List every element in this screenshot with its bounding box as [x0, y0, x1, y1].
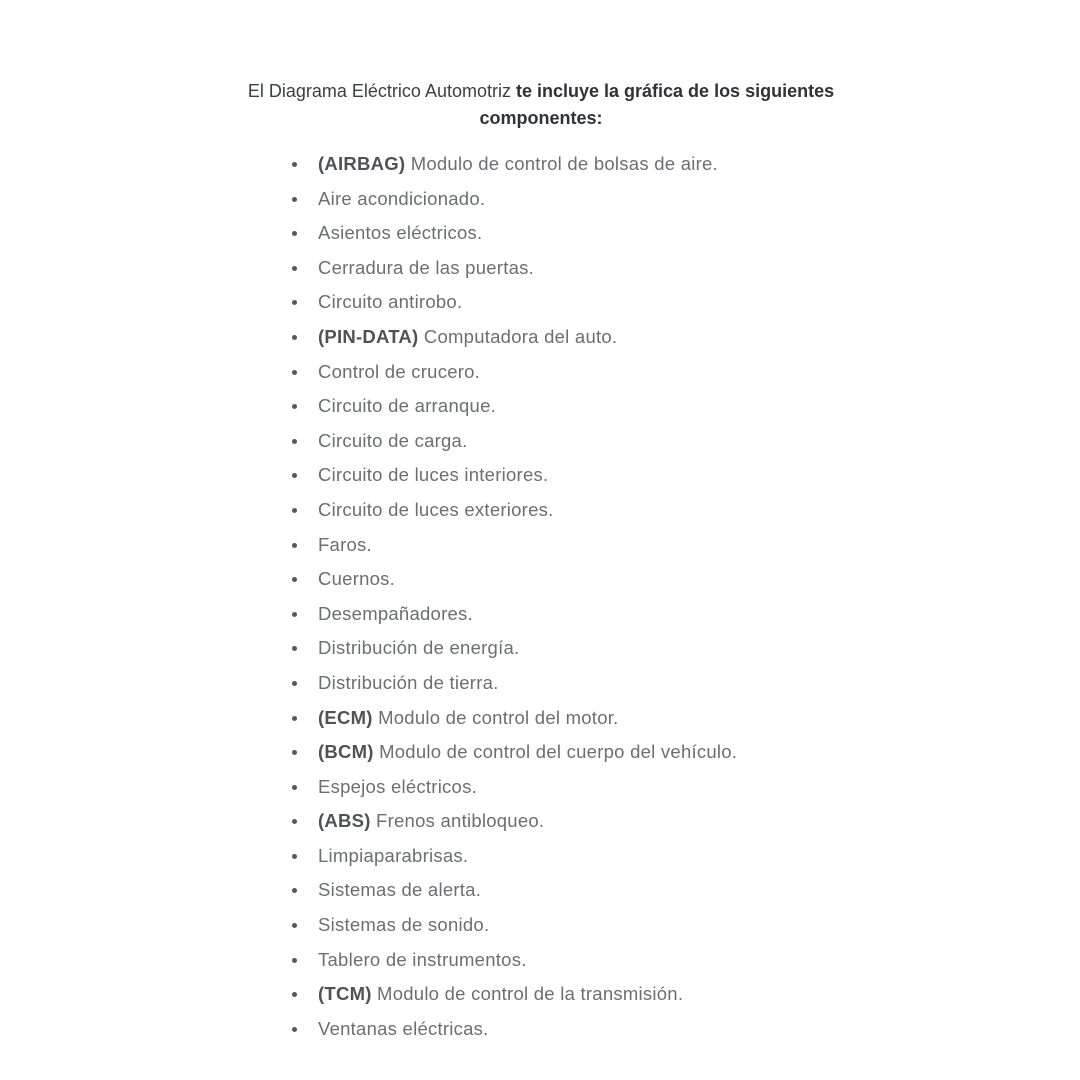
list-item — [0, 528, 1080, 563]
list-item — [0, 285, 1080, 320]
component-text: Faros. — [318, 533, 372, 555]
bullet-icon — [292, 612, 297, 617]
bullet-icon — [292, 370, 297, 375]
bullet-icon — [292, 681, 297, 686]
bullet-icon — [292, 1027, 297, 1032]
component-text: Sistemas de sonido. — [318, 914, 490, 936]
component-text: Modulo de control del cuerpo del vehículo. — [379, 741, 738, 763]
component-text: Circuito de arranque. — [318, 395, 497, 417]
list-item — [0, 631, 1080, 666]
component-text: Tablero de instrumentos. — [318, 948, 527, 970]
list-item — [0, 458, 1080, 493]
list-item — [0, 770, 1080, 805]
bullet-icon — [292, 577, 297, 582]
list-item — [0, 666, 1080, 701]
list-item — [0, 251, 1080, 286]
list-item — [0, 182, 1080, 217]
component-text: Modulo de control de la transmisión. — [377, 983, 684, 1005]
components-list — [0, 147, 1080, 1046]
component-text: Computadora del auto. — [423, 325, 618, 347]
component-text: Frenos antibloqueo. — [376, 810, 545, 832]
list-item — [0, 804, 1080, 839]
list-item — [0, 735, 1080, 770]
bullet-icon — [292, 888, 297, 893]
list-item — [0, 1012, 1080, 1047]
bullet-icon — [292, 750, 297, 755]
component-abbreviation: (TCM) — [318, 983, 372, 1005]
list-item — [0, 147, 1080, 182]
list-item — [0, 320, 1080, 355]
component-text: Limpiaparabrisas. — [318, 844, 469, 866]
component-text: Circuito de luces exteriores. — [318, 498, 554, 520]
component-text: Desempañadores. — [318, 602, 473, 624]
bullet-icon — [292, 439, 297, 444]
component-abbreviation: (ECM) — [318, 706, 373, 728]
intro-plain-text: El Diagrama Eléctrico Automotriz — [247, 81, 511, 101]
component-text: Espejos eléctricos. — [318, 775, 477, 797]
bullet-icon — [292, 819, 297, 824]
bullet-icon — [292, 646, 297, 651]
component-text: Ventanas eléctricas. — [318, 1017, 489, 1039]
bullet-icon — [292, 508, 297, 513]
component-text: Cuernos. — [318, 568, 396, 590]
component-text: Circuito antirobo. — [318, 291, 463, 313]
list-item — [0, 493, 1080, 528]
bullet-icon — [292, 197, 297, 202]
bullet-icon — [292, 958, 297, 963]
list-item — [0, 424, 1080, 459]
component-text: Aire acondicionado. — [318, 187, 486, 209]
bullet-icon — [292, 266, 297, 271]
bullet-icon — [292, 231, 297, 236]
component-text: Modulo de control de bolsas de aire. — [410, 153, 718, 174]
list-item — [0, 701, 1080, 736]
intro-paragraph — [230, 78, 852, 132]
bullet-icon — [292, 335, 297, 340]
intro-bold-text: te incluye la gráfica de los siguientes componentes: — [479, 81, 835, 128]
bullet-icon — [292, 785, 297, 790]
bullet-icon — [292, 162, 297, 167]
list-item — [0, 839, 1080, 874]
component-text: Control de crucero. — [318, 360, 481, 382]
list-item — [0, 389, 1080, 424]
component-text: Modulo de control del motor. — [378, 706, 619, 728]
component-text: Circuito de luces interiores. — [318, 464, 549, 486]
component-text: Sistemas de alerta. — [318, 879, 482, 901]
list-item — [0, 216, 1080, 251]
component-text: Distribución de energía. — [318, 637, 520, 659]
component-text: Circuito de carga. — [318, 429, 468, 451]
component-abbreviation: (PIN-DATA) — [318, 325, 419, 347]
list-item — [0, 943, 1080, 978]
list-item — [0, 562, 1080, 597]
list-item — [0, 873, 1080, 908]
list-item — [0, 908, 1080, 943]
component-abbreviation: (BCM) — [318, 741, 374, 763]
component-abbreviation: (AIRBAG) — [318, 153, 406, 174]
component-text: Cerradura de las puertas. — [318, 256, 535, 278]
bullet-icon — [292, 716, 297, 721]
bullet-icon — [292, 854, 297, 859]
bullet-icon — [292, 992, 297, 997]
bullet-icon — [292, 473, 297, 478]
bullet-icon — [292, 543, 297, 548]
list-item — [0, 977, 1080, 1012]
list-item — [0, 355, 1080, 390]
list-item — [0, 597, 1080, 632]
component-text: Distribución de tierra. — [318, 671, 499, 693]
component-abbreviation: (ABS) — [318, 810, 371, 832]
bullet-icon — [292, 923, 297, 928]
bullet-icon — [292, 404, 297, 409]
component-text: Asientos eléctricos. — [318, 222, 483, 244]
bullet-icon — [292, 300, 297, 305]
